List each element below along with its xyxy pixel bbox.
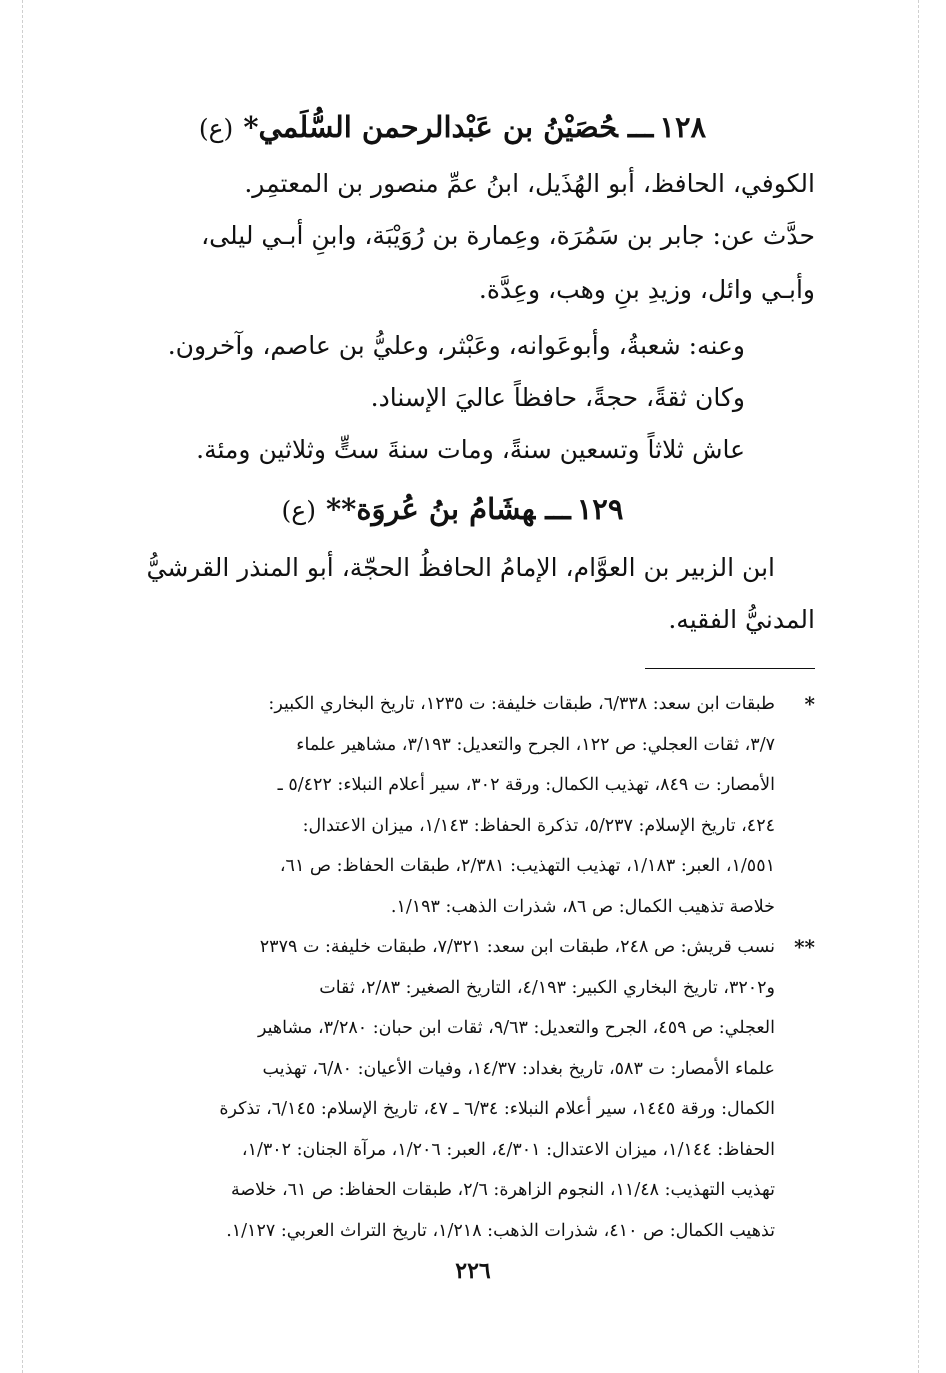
footnote-line: تذهيب الكمال: ص ٤١٠، شذرات الذهب: ١/٢١٨، تاريخ التراث العربي: ١/١٢٧. (226, 1220, 775, 1241)
footnote-line: طبقات ابن سعد: ٦/٣٣٨، طبقات خليفة: ت ١٢٣٥، تاريخ البخاري الكبير: (268, 694, 775, 714)
footnote-mark: ** (794, 935, 815, 959)
footnote-line: الحفاظ: ١/١٤٤، ميزان الاعتدال: ٤/٣٠١، العبر: ١/٢٠٦، مرآة الجنان: ١/٣٠٢، (241, 1139, 775, 1160)
entry-line: وكان ثقةً، حجةً، حافظاً عاليَ الإسناد. (370, 383, 745, 412)
footnote-line: ٤٢٤، تاريخ الإسلام: ٥/٢٣٧، تذكرة الحفاظ: ١/١٤٣، ميزان الاعتدال: (302, 815, 775, 836)
entry-line: المدنيُّ الفقيه. (668, 605, 815, 634)
entry-line: ابن الزبير بن العوَّام، الإمامُ الحافظُ الحجّة، أبو المنذر القرشيُّ (146, 553, 775, 582)
footnote-line: الكمال: ورقة ١٤٤٥، سير أعلام النبلاء: ٦/٣٤ ـ ٤٧، تاريخ الإسلام: ٦/١٤٥، تذكرة (219, 1099, 775, 1119)
entry-line: وأبـي وائل، وزيدِ بنِ وهب، وعِدَّة. (478, 275, 815, 304)
entry-number: ١٢٨ (659, 110, 707, 144)
footnote-2 (90, 927, 815, 1251)
footnote-line: علماء الأمصار: ت ٥٨٣، تاريخ بغداد: ١٤/٣٧، وفيات الأعيان: ٦/٨٠، تهذيب (262, 1058, 775, 1079)
footnote-rule (645, 668, 815, 669)
footnote-line: ١/٥٥١، العبر: ١/١٨٣، تهذيب التهذيب: ٢/٣٨١، طبقات الحفاظ: ص ٦١، (279, 856, 775, 876)
page-number: ٢٢٦ (455, 1258, 491, 1284)
entry-heading-128 (90, 100, 815, 156)
entry-dash: ـــ (627, 110, 654, 144)
entry-line: حدَّث عن: جابر بن سَمُرَة، وعِمارة بن رُوَيْبَة، وابنِ أبـي ليلى، (201, 221, 815, 250)
footnote-line: ٣/٧، ثقات العجلي: ص ١٢٢، الجرح والتعديل: ٣/١٩٣، مشاهير علماء (296, 734, 775, 755)
rumuz-symbol: (ع) (198, 114, 234, 143)
footnote-line: نسب قريش: ص ٢٤٨، طبقات ابن سعد: ٧/٣٢١، طبقات خليفة: ت ٢٣٧٩ (259, 937, 775, 957)
footnote-line: الأمصار: ت ٨٤٩، تهذيب الكمال: ورقة ٣٠٢، سير أعلام النبلاء: ٥/٤٢٢ ـ (277, 775, 775, 795)
footnote-line: خلاصة تذهيب الكمال: ص ٨٦، شذرات الذهب: ١/١٩٣. (390, 896, 775, 917)
footnote-line: تهذيب التهذيب: ١١/٤٨، النجوم الزاهرة: ٢/٦، طبقات الحفاظ: ص ٦١، خلاصة (230, 1180, 775, 1200)
footnote-star: * (243, 110, 259, 144)
entry-line: الكوفي، الحافظ، أبو الهُذَيل، ابنُ عمِّ منصور بن المعتمِر. (244, 169, 815, 198)
entry-name: هشَامُ بنُ عُروَة (356, 492, 536, 526)
footnote-line: و٣٢٠٢، تاريخ البخاري الكبير: ٤/١٩٣، التاريخ الصغير: ٢/٨٣، ثقات (319, 977, 775, 998)
entry-line: وعنه: شعبةُ، وأبوعَوانه، وعَبْثر، وعليُّ بن عاصم، وآخرون. (167, 331, 745, 360)
rumuz-symbol: (ع) (281, 496, 316, 525)
scan-edge-right (918, 0, 919, 1373)
entry-name: حُصَيْنُ بن عَبْدالرحمن السُّلَمي (258, 110, 618, 144)
page-content (90, 100, 815, 1251)
entry-number: ١٢٩ (576, 492, 624, 526)
footnote-separator (90, 654, 815, 684)
footnote-1 (90, 684, 815, 927)
entry-dash: ـــ (545, 492, 571, 526)
footnote-mark: * (804, 692, 815, 716)
footnote-star: ** (325, 492, 357, 526)
scan-edge-left (22, 0, 23, 1373)
footnote-line: العجلي: ص ٤٥٩، الجرح والتعديل: ٩/٦٣، ثقات ابن حبان: ٣/٢٨٠، مشاهير (257, 1018, 775, 1038)
footnotes (90, 684, 815, 1251)
entry-heading-129 (90, 482, 815, 538)
entry-line: عاش ثلاثاً وتسعين سنةً، ومات سنةَ ستٍّ وثلاثين ومئة. (196, 435, 745, 464)
